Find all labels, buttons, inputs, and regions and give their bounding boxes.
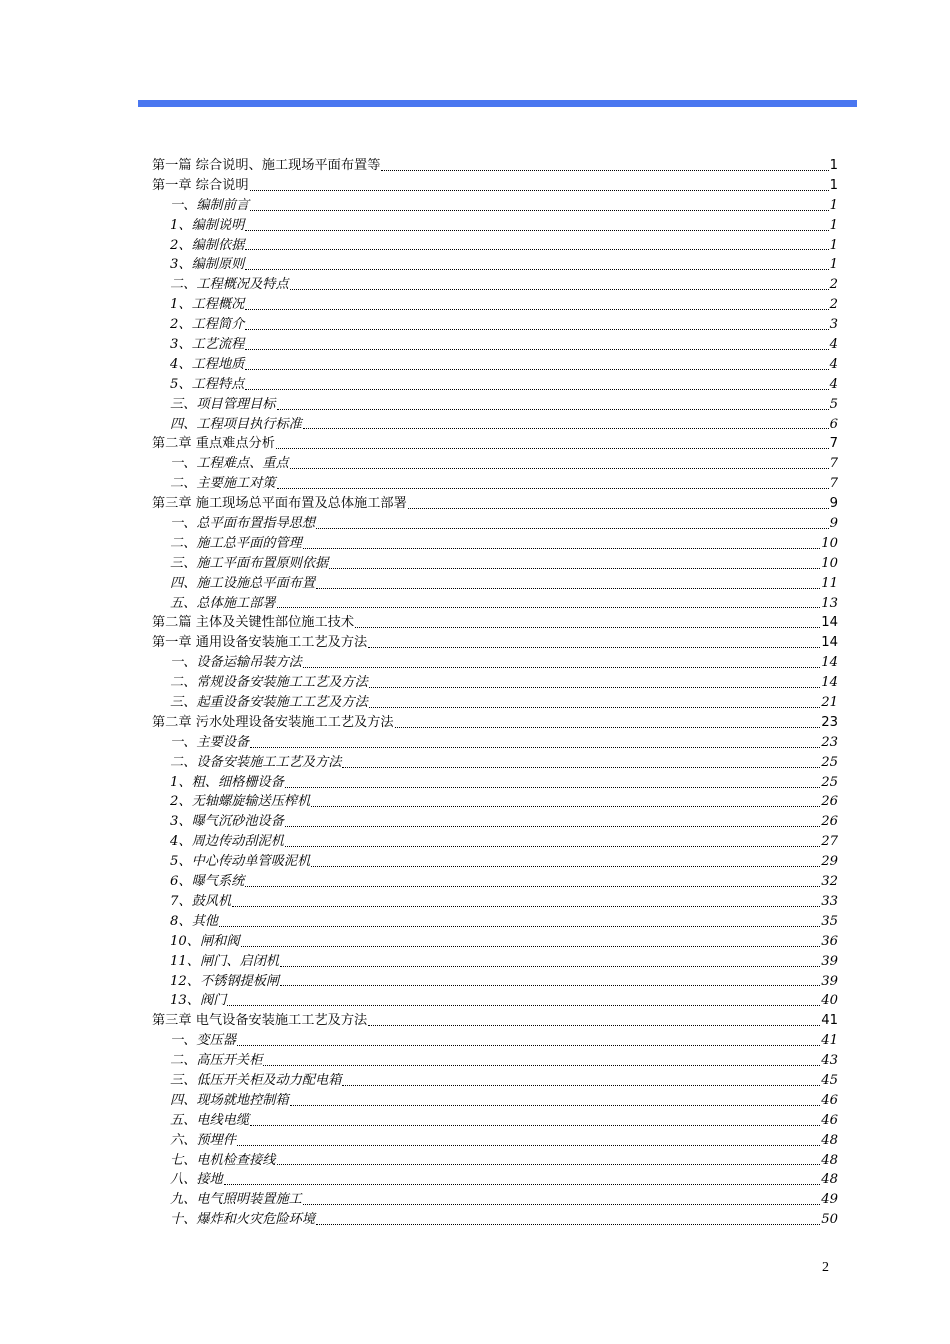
toc-dot-leader [316,1223,820,1225]
toc-entry[interactable] [152,972,838,992]
toc-dot-leader [277,1163,821,1165]
toc-entry[interactable] [152,912,838,932]
toc-dot-leader [368,1024,820,1026]
toc-entry[interactable] [152,892,838,912]
toc-entry[interactable] [152,872,838,892]
toc-entry[interactable] [152,474,838,494]
toc-entry-title: 二、高压开关柜 [170,1053,263,1069]
toc-entry-title: 13、阀门 [170,993,227,1009]
toc-entry-title: 三、施工平面布置原则依据 [170,555,329,571]
toc-entry-page: 1 [829,177,838,193]
toc-entry-page: 2 [829,297,838,313]
toc-entry-title: 第三章 施工现场总平面布置及总体施工部署 [152,496,407,512]
toc-entry[interactable] [152,375,838,395]
toc-dot-leader [280,965,820,967]
toc-entry[interactable] [152,236,838,256]
toc-entry-title: 二、工程概况及特点 [170,277,289,293]
toc-entry-title: 10、闸和阀 [170,933,240,949]
toc-entry[interactable] [152,653,838,673]
toc-entry[interactable] [152,275,838,295]
toc-entry-title: 五、电线电缆 [170,1112,250,1128]
toc-entry[interactable] [152,494,838,514]
toc-entry-title: 九、电气照明装置施工 [170,1192,302,1208]
toc-entry-title: 一、总平面布置指导思想 [170,516,316,532]
toc-entry-title: 6、曝气系统 [170,874,245,890]
toc-entry-page: 45 [821,1072,838,1088]
toc-entry-title: 二、设备安装施工工艺及方法 [170,754,342,770]
toc-entry[interactable] [152,1170,838,1190]
toc-entry-page: 48 [821,1132,838,1148]
toc-dot-leader [290,288,829,290]
toc-dot-leader [241,945,821,947]
toc-dot-leader [285,786,820,788]
toc-dot-leader [290,1104,821,1106]
toc-dot-leader [381,169,828,171]
toc-dot-leader [276,447,829,449]
toc-dot-leader [285,825,820,827]
toc-entry[interactable] [152,534,838,554]
toc-entry-title: 12、不锈钢提板闸 [170,973,280,989]
toc-dot-leader [369,706,820,708]
toc-dot-leader [303,427,829,429]
toc-entry[interactable] [152,554,838,574]
toc-entry-page: 25 [821,774,838,790]
toc-entry-title: 2、工程简介 [170,317,245,333]
toc-entry-title: 11、闸门、启闭机 [170,953,280,969]
toc-entry[interactable] [152,932,838,952]
toc-entry-page: 41 [821,1033,838,1049]
toc-entry-title: 一、编制前言 [170,197,250,213]
toc-entry-page: 14 [821,615,838,631]
toc-dot-leader [250,189,829,191]
toc-entry-title: 3、曝气沉砂池设备 [170,814,284,830]
toc-entry[interactable] [152,255,838,275]
toc-dot-leader [245,248,828,250]
toc-entry-page: 48 [821,1152,838,1168]
toc-dot-leader [408,507,829,509]
toc-entry[interactable] [152,355,838,375]
page-number: 2 [822,1260,829,1275]
toc-dot-leader [245,348,828,350]
toc-entry-title: 2、无轴螺旋输送压榨机 [170,794,311,810]
toc-entry-title: 一、主要设备 [170,734,250,750]
toc-entry-page: 4 [829,356,838,372]
toc-entry-title: 八、接地 [170,1172,223,1188]
toc-dot-leader [245,229,828,231]
toc-entry[interactable] [152,216,838,236]
toc-entry-page: 9 [829,496,838,512]
toc-entry[interactable] [152,454,838,474]
toc-entry[interactable] [152,832,838,852]
toc-entry[interactable] [152,1190,838,1210]
toc-entry-title: 1、工程概况 [170,297,245,313]
toc-entry-page: 3 [829,317,838,333]
toc-dot-leader [303,1203,820,1205]
toc-entry-title: 5、工程特点 [170,376,245,392]
toc-entry[interactable] [152,693,838,713]
toc-entry-title: 第二章 污水处理设备安装施工工艺及方法 [152,714,394,730]
toc-entry-page: 1 [829,237,838,253]
toc-entry-page: 9 [829,516,838,532]
toc-entry-page: 25 [821,754,838,770]
toc-dot-leader [355,626,820,628]
toc-entry-title: 第二章 重点难点分析 [152,436,275,452]
toc-entry-page: 49 [821,1192,838,1208]
toc-entry-page: 27 [821,834,838,850]
toc-dot-leader [342,1084,820,1086]
toc-entry-page: 39 [821,973,838,989]
toc-entry[interactable] [152,952,838,972]
toc-entry-title: 四、现场就地控制箱 [170,1092,289,1108]
toc-entry[interactable] [152,415,838,435]
toc-entry-page: 13 [821,595,838,611]
toc-entry-page: 46 [821,1112,838,1128]
toc-dot-leader [303,547,820,549]
toc-entry-title: 第三章 电气设备安装施工工艺及方法 [152,1013,368,1029]
toc-entry-title: 四、工程项目执行标准 [170,416,302,432]
toc-entry-title: 七、电机检查接线 [170,1152,276,1168]
toc-entry-title: 3、工艺流程 [170,337,245,352]
toc-dot-leader [316,587,820,589]
table-of-contents [152,156,838,1230]
toc-entry-title: 4、周边传动刮泥机 [170,834,284,850]
toc-dot-leader [245,328,828,330]
toc-entry[interactable] [152,633,838,653]
toc-entry[interactable] [152,613,838,633]
toc-entry-page: 1 [829,217,838,233]
toc-entry-title: 五、总体施工部署 [170,595,276,611]
toc-entry-title: 第一章 通用设备安装施工工艺及方法 [152,635,368,651]
toc-entry[interactable] [152,673,838,693]
toc-entry[interactable] [152,1071,838,1091]
toc-dot-leader [316,527,829,529]
toc-entry-title: 3、编制原则 [170,257,245,273]
toc-entry[interactable] [152,196,838,216]
toc-dot-leader [245,268,828,270]
toc-entry[interactable] [152,773,838,793]
toc-entry-page: 32 [821,874,838,890]
toc-entry[interactable] [152,793,838,813]
toc-entry-page: 26 [821,794,838,810]
toc-entry-title: 8、其他 [170,913,218,929]
toc-entry-page: 7 [829,436,838,452]
toc-entry-page: 14 [821,635,838,651]
toc-entry[interactable] [152,1111,838,1131]
toc-entry[interactable] [152,434,838,454]
toc-dot-leader [311,865,820,867]
toc-dot-leader [263,1064,820,1066]
toc-entry-page: 11 [821,575,838,591]
toc-entry[interactable] [152,713,838,733]
toc-dot-leader [245,368,828,370]
toc-dot-leader [237,1044,820,1046]
toc-entry-title: 5、中心传动单管吸泥机 [170,854,311,870]
toc-entry-page: 50 [821,1212,838,1228]
toc-entry-page: 23 [821,714,838,730]
toc-entry-page: 10 [821,535,838,551]
toc-dot-leader [245,388,828,390]
toc-dot-leader [303,666,820,668]
toc-entry-page: 43 [821,1053,838,1069]
toc-entry[interactable] [152,991,838,1011]
toc-dot-leader [290,467,829,469]
toc-entry-page: 4 [829,376,838,392]
toc-entry-title: 1、粗、细格栅设备 [170,774,284,790]
toc-entry[interactable] [152,574,838,594]
toc-entry-page: 10 [821,555,838,571]
toc-entry-page: 4 [829,337,838,352]
toc-entry[interactable] [152,594,838,614]
toc-entry[interactable] [152,1151,838,1171]
toc-entry-title: 一、设备运输吊装方法 [170,655,302,671]
toc-entry[interactable] [152,315,838,335]
toc-entry-title: 十、爆炸和火灾危险环境 [170,1212,316,1228]
toc-dot-leader [224,1183,820,1185]
toc-entry-page: 7 [829,476,838,492]
toc-entry[interactable] [152,1131,838,1151]
toc-entry[interactable] [152,753,838,773]
toc-entry-title: 1、编制说明 [170,217,245,233]
toc-entry-title: 第一篇 综合说明、施工现场平面布置等 [152,157,381,173]
toc-entry-title: 一、工程难点、重点 [170,456,289,472]
toc-entry-page: 1 [829,157,838,173]
toc-dot-leader [285,845,820,847]
toc-dot-leader [227,1004,820,1006]
toc-dot-leader [245,885,820,887]
toc-entry-title: 第一章 综合说明 [152,177,249,193]
toc-dot-leader [250,209,828,211]
toc-entry[interactable] [152,295,838,315]
header-accent-bar [138,100,857,107]
toc-dot-leader [245,308,828,310]
toc-entry-page: 2 [829,277,838,293]
toc-entry-title: 2、编制依据 [170,237,245,253]
toc-entry-page: 21 [821,695,838,711]
toc-dot-leader [395,726,821,728]
toc-dot-leader [280,984,820,986]
toc-entry-title: 三、项目管理目标 [170,396,276,412]
toc-entry-title: 二、常规设备安装施工工艺及方法 [170,675,368,691]
toc-entry[interactable] [152,733,838,753]
toc-entry-page: 29 [821,854,838,870]
toc-entry-title: 六、预埋件 [170,1132,236,1148]
toc-entry-page: 5 [829,396,838,412]
toc-entry-title: 7、鼓风机 [170,893,232,909]
toc-dot-leader [368,646,820,648]
toc-entry-page: 1 [829,197,838,213]
toc-entry[interactable] [152,1031,838,1051]
toc-entry-page: 6 [829,416,838,432]
toc-entry-page: 36 [821,933,838,949]
toc-entry[interactable] [152,1091,838,1111]
toc-dot-leader [311,805,820,807]
toc-dot-leader [277,408,829,410]
toc-entry-page: 7 [829,456,838,472]
toc-entry[interactable] [152,812,838,832]
toc-dot-leader [232,905,820,907]
toc-entry[interactable] [152,156,838,176]
toc-dot-leader [369,686,820,688]
toc-entry-page: 14 [821,675,838,691]
toc-entry[interactable] [152,852,838,872]
toc-entry[interactable] [152,335,838,355]
toc-entry-title: 4、工程地质 [170,356,245,372]
toc-entry-page: 35 [821,913,838,929]
toc-entry-title: 一、变压器 [170,1033,236,1049]
toc-entry[interactable] [152,395,838,415]
toc-entry[interactable] [152,1011,838,1031]
toc-entry-page: 48 [821,1172,838,1188]
toc-dot-leader [329,567,820,569]
toc-entry-title: 四、施工设施总平面布置 [170,575,316,591]
toc-entry[interactable] [152,1210,838,1230]
toc-entry-title: 第二篇 主体及关键性部位施工技术 [152,615,355,631]
toc-entry-title: 三、起重设备安装施工工艺及方法 [170,695,368,711]
toc-dot-leader [250,1124,820,1126]
toc-dot-leader [237,1144,820,1146]
toc-entry[interactable] [152,1051,838,1071]
toc-entry-title: 二、主要施工对策 [170,476,276,492]
toc-entry[interactable] [152,176,838,196]
toc-dot-leader [277,487,829,489]
toc-entry[interactable] [152,514,838,534]
toc-entry-page: 26 [821,814,838,830]
toc-entry-title: 三、低压开关柜及动力配电箱 [170,1072,342,1088]
toc-entry-page: 39 [821,953,838,969]
toc-entry-page: 23 [821,734,838,750]
toc-entry-page: 1 [829,257,838,273]
toc-entry-page: 41 [821,1013,838,1029]
toc-entry-page: 46 [821,1092,838,1108]
toc-dot-leader [219,925,820,927]
toc-dot-leader [250,746,820,748]
toc-entry-page: 40 [821,993,838,1009]
toc-entry-title: 二、施工总平面的管理 [170,535,302,551]
toc-entry-page: 14 [821,655,838,671]
toc-dot-leader [342,766,820,768]
toc-dot-leader [277,606,821,608]
toc-entry-page: 33 [821,893,838,909]
